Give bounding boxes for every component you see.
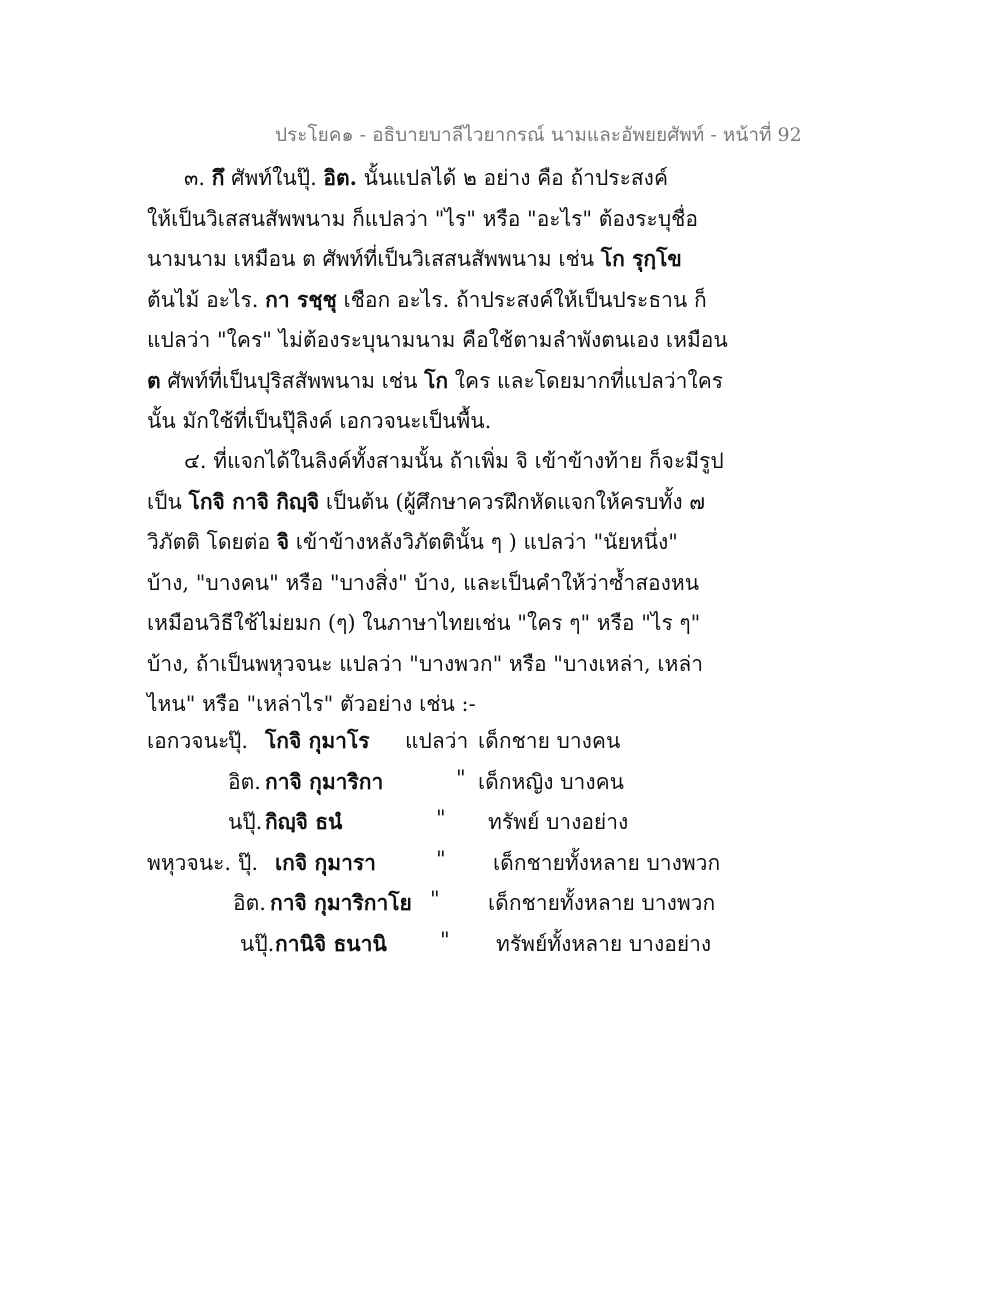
text-line: เป็น โกจิ กาจิ กิญฺจิ เป็นต้น (ผู้ศึกษาควรฝึกหัดแจกให้ครบทั้ง ๗ xyxy=(147,488,706,514)
example-word: โกจิ กุมาโร xyxy=(265,728,370,753)
pali-term: โก xyxy=(424,367,449,393)
example-meaning: เด็กชายทั้งหลาย บางพวก xyxy=(488,891,716,915)
example-meaning: เด็กชายทั้งหลาย บางพวก xyxy=(493,851,721,875)
example-meaning: ทรัพย์ บางอย่าง xyxy=(488,810,629,834)
pali-term: โกจิ กาจิ กิญฺจิ xyxy=(188,488,320,514)
example-translate-mark: " xyxy=(440,928,450,952)
text-line: ๓. กึ ศัพท์ในปุ๊. อิต. นั้นแปลได้ ๒ อย่าง คือ ถ้าประสงค์ xyxy=(184,165,668,190)
pali-term: กา รชฺชุ xyxy=(265,286,337,312)
example-gender: ปุ๊. xyxy=(238,851,259,875)
text-line: บ้าง, ถ้าเป็นพหุวจนะ แปลว่า "บางพวก" หรือ "บางเหล่า, เหล่า xyxy=(147,651,704,676)
example-gender: อิต. xyxy=(228,770,261,794)
example-gender: ปุ๊. xyxy=(228,729,249,753)
text-line: แปลว่า "ใคร" ไม่ต้องระบุนามนาม คือใช้ตามลำพังตนเอง เหมือน xyxy=(147,328,728,352)
example-word: กาจิ กุมาริกา xyxy=(265,769,384,794)
example-gender: นปุ๊. xyxy=(240,932,275,956)
text-line: บ้าง, "บางคน" หรือ "บางสิ่ง" บ้าง, และเป็นคำให้ว่าซ้ำสองหน xyxy=(147,570,700,595)
example-number: พหุวจนะ. xyxy=(147,851,232,875)
example-number: เอกวจนะ xyxy=(147,729,230,753)
example-meaning: เด็กชาย บางคน xyxy=(478,729,621,753)
pali-term: โก รุกฺโข xyxy=(600,246,682,271)
text-line: วิภัตติ โดยต่อ จิ เข้าข้างหลังวิภัตตินั้น ๆ ) แปลว่า "นัยหนึ่ง" xyxy=(147,529,678,554)
example-gender: นปุ๊. xyxy=(228,810,263,834)
text-line: ๔. ที่แจกได้ในลิงค์ทั้งสามนั้น ถ้าเพิ่ม จิ เข้าข้างท้าย ก็จะมีรูป xyxy=(184,449,724,473)
text-line: ให้เป็นวิเสสนสัพพนาม ก็แปลว่า "ไร" หรือ "อะไร" ต้องระบุชื่อ xyxy=(147,206,699,231)
text-line: นามนาม เหมือน ต ศัพท์ที่เป็นวิเสสนสัพพนาม เช่น โก รุกฺโข xyxy=(147,246,682,271)
example-meaning: ทรัพย์ทั้งหลาย บางอย่าง xyxy=(496,932,712,956)
example-translate-mark: " xyxy=(436,806,446,830)
example-word: กานิจิ ธนานิ xyxy=(275,931,387,956)
text-line: เหมือนวิธีใช้ไม่ยมก (ๆ) ในภาษาไทยเช่น "ใคร ๆ" หรือ "ไร ๆ" xyxy=(147,611,701,635)
text-line: ต้นไม้ อะไร. กา รชฺชุ เชือก อะไร. ถ้าประสงค์ให้เป็นประธาน ก็ xyxy=(147,286,707,312)
example-translate-mark: " xyxy=(436,847,446,871)
pali-term: จิ xyxy=(276,529,290,554)
example-word: กิญฺจิ ธนํ xyxy=(265,809,343,834)
pali-term: อิต. xyxy=(323,165,357,190)
example-gender: อิต. xyxy=(233,891,266,915)
pali-term: กึ xyxy=(211,165,225,190)
example-translate-mark: แปลว่า xyxy=(405,729,469,753)
example-meaning: เด็กหญิง บางคน xyxy=(478,770,624,794)
example-translate-mark: " xyxy=(456,766,466,790)
text-line: ต ศัพท์ที่เป็นปุริสสัพพนาม เช่น โก ใคร และโดยมากที่แปลว่าใคร xyxy=(147,367,724,393)
example-word: เกจิ กุมารา xyxy=(275,850,376,875)
text-line: ไหน" หรือ "เหล่าไร" ตัวอย่าง เช่น :- xyxy=(147,692,476,716)
page-header: ประโยค๑ - อธิบายบาลีไวยากรณ์ นามและอัพยยศัพท์ - หน้าที่ 92 xyxy=(275,124,802,146)
pali-term: ต xyxy=(147,367,161,393)
text-line: นั้น มักใช้ที่เป็นปุ๊ลิงค์ เอกวจนะเป็นพื้น. xyxy=(147,409,492,433)
example-translate-mark: " xyxy=(430,887,440,911)
example-word: กาจิ กุมาริกาโย xyxy=(270,890,412,915)
